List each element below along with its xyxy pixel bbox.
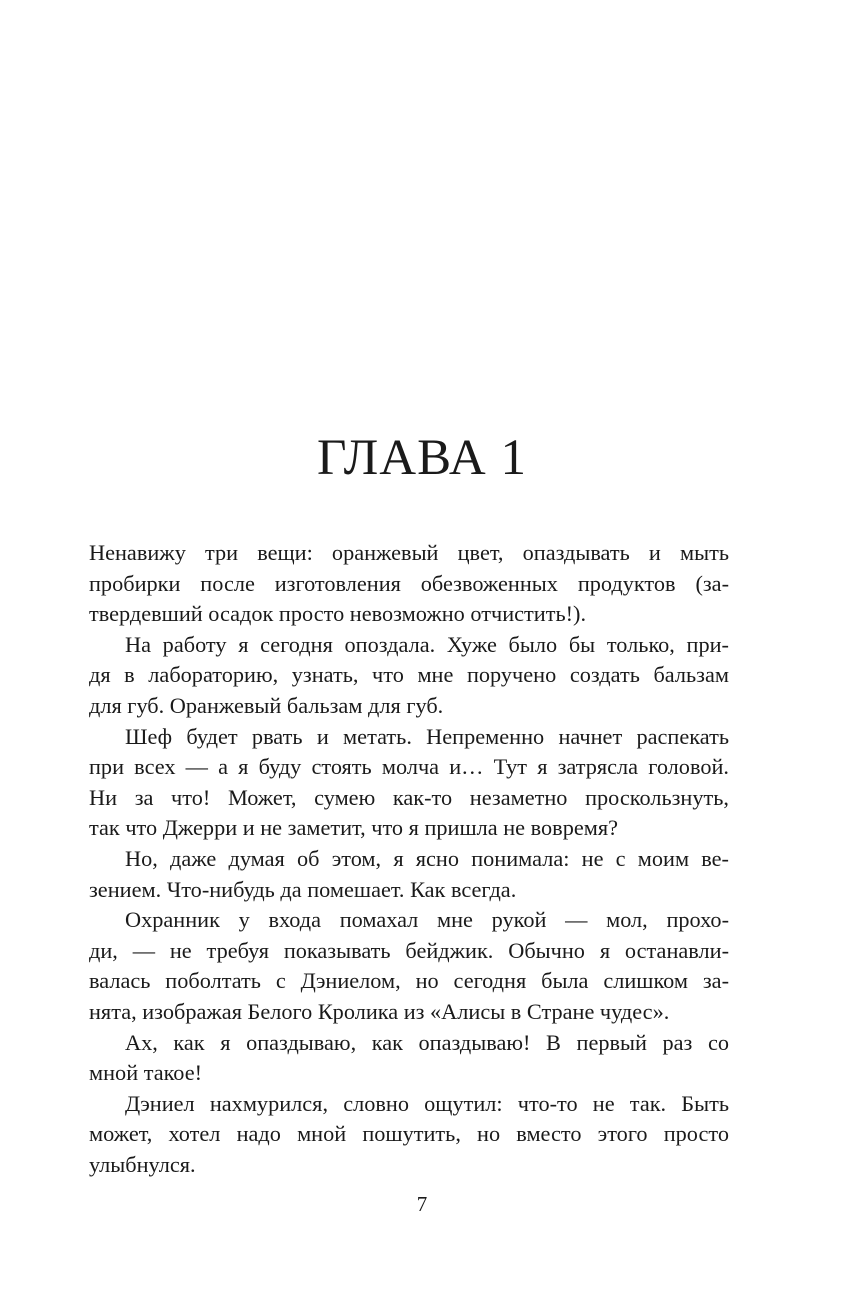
- text-line: Ни за что! Может, сумею как-то незаметно проскользнуть,: [89, 784, 729, 810]
- text-line: Охранник у входа помахал мне рукой — мол, прохо-: [125, 907, 729, 933]
- text-line: дя в лабораторию, узнать, что мне поручено создать бальзам: [89, 662, 729, 688]
- page-number: 7: [416, 1192, 428, 1216]
- text-line: На работу я сегодня опоздала. Хуже было бы только, при-: [125, 631, 729, 657]
- text-line: зением. Что-нибудь да помешает. Как всегда.: [89, 876, 517, 902]
- text-line: может, хотел надо мной пошутить, но вместо этого просто: [89, 1121, 729, 1147]
- text-line: ди, — не требуя показывать бейджик. Обычно я останавли-: [89, 937, 729, 963]
- text-line: Ненавижу три вещи: оранжевый цвет, опаздывать и мыть: [89, 540, 729, 565]
- text-line: валась поболтать с Дэниелом, но сегодня была слишком за-: [89, 968, 729, 994]
- text-line: так что Джерри и не заметит, что я пришла не вовремя?: [89, 815, 618, 841]
- text-line: Дэниел нахмурился, словно ощутил: что-то не так. Быть: [125, 1090, 729, 1116]
- chapter-title: ГЛАВА 1: [317, 430, 527, 486]
- chapter-body: [89, 538, 729, 1180]
- text-line: Ах, как я опаздываю, как опаздываю! В первый раз со: [125, 1029, 729, 1055]
- text-line: пробирки после изготовления обезвоженных продуктов (за-: [89, 570, 729, 596]
- text-line: Но, даже думая об этом, я ясно понимала: не с моим ве-: [125, 845, 729, 871]
- text-line: при всех — а я буду стоять молча и… Тут я затрясла головой.: [89, 754, 729, 780]
- text-line: твердевший осадок просто невозможно отчистить!).: [89, 601, 587, 627]
- text-line: мной такое!: [89, 1060, 203, 1086]
- text-line: для губ. Оранжевый бальзам для губ.: [89, 692, 444, 718]
- text-line: Шеф будет рвать и метать. Непременно начнет распекать: [125, 723, 729, 749]
- text-line: нята, изображая Белого Кролика из «Алисы в Стране чудес».: [89, 998, 670, 1024]
- text-line: улыбнулся.: [89, 1151, 196, 1177]
